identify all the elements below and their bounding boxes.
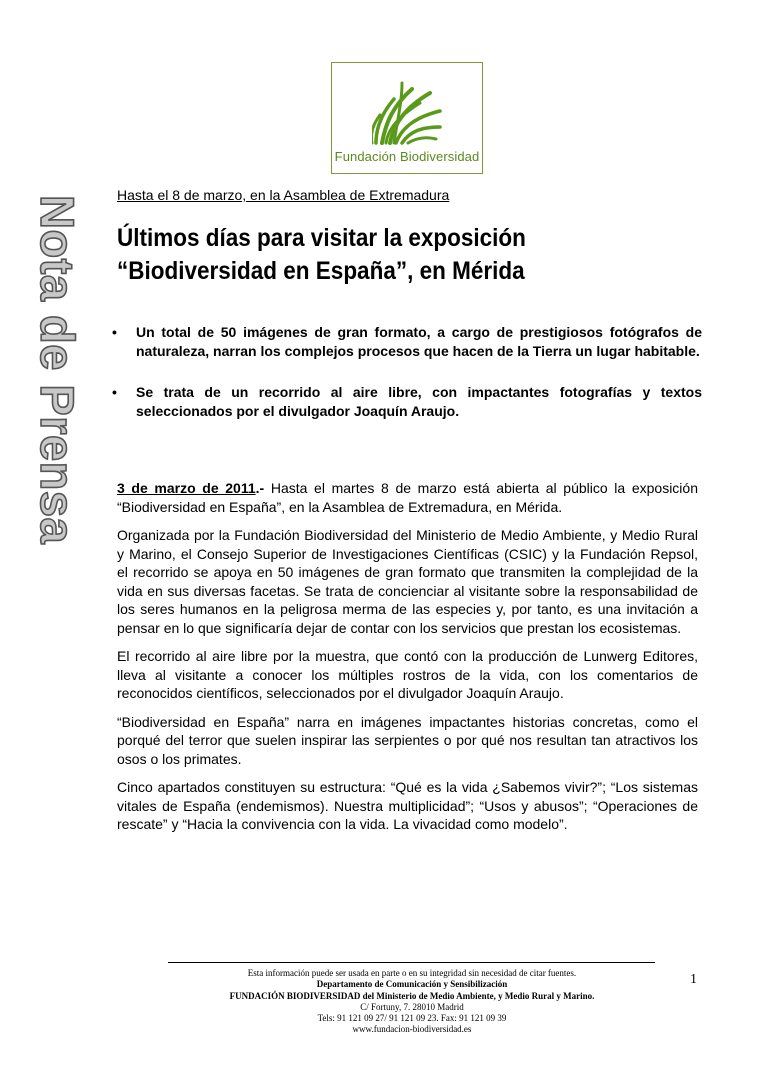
paragraph-3: El recorrido al aire libre por la muestra, que contó con la producción de Lunwerg Editores, lleva al visitante a conocer los múltiples rostros de la vida, con los comentarios de reconocidos científicos, seleccionados por el divulgador Joaquín Araujo.: [117, 648, 698, 701]
footer-note: Esta información puede ser usada en parte o en su integridad sin necesidad de citar fuentes.: [247, 968, 577, 978]
footer-address: C/ Fortuny, 7. 28010 Madrid: [360, 1001, 464, 1012]
dateline: 3 de marzo de 2011: [117, 480, 256, 496]
paragraph-5: Cinco apartados constituyen su estructura: “Qué es la vida ¿Sabemos vivir?”; “Los sistemas vitales de España (endemismos). Nuestra multiplicidad”; “Usos y abusos”; “Operaciones de rescate” y “Hacia la convivencia con la vida. La vivacidad como modelo”.: [117, 779, 698, 832]
list-item: [112, 323, 702, 361]
headline-line-1: Últimos días para visitar la exposición: [117, 224, 526, 252]
bullet-icon: •: [112, 324, 117, 340]
side-label: [30, 195, 84, 545]
bullet-text: Se trata de un recorrido al aire libre, con impactantes fotografías y textos seleccionados por el divulgador Joaquín Araujo.: [136, 384, 702, 419]
logo: [331, 62, 483, 174]
grass-logo-icon: [372, 77, 442, 147]
paragraph-1: [117, 479, 698, 516]
bullet-icon: •: [112, 384, 117, 400]
logo-text: Fundación Biodiversidad: [334, 149, 480, 164]
page-number: 1: [690, 972, 697, 987]
article-body: [117, 479, 698, 844]
footer-website: www.fundacion-biodiversidad.es: [352, 1024, 472, 1035]
highlights-list: [112, 323, 702, 443]
headline-line-2: “Biodiversidad en España”, en Mérida: [117, 257, 525, 285]
subtitle: Hasta el 8 de marzo, en la Asamblea de Extremadura: [117, 187, 450, 203]
footer-phones: Tels: 91 121 09 27/ 91 121 09 23. Fax: 91 121 09 39: [317, 1013, 507, 1024]
footer-organization: FUNDACIÓN BIODIVERSIDAD del Ministerio de Medio Ambiente, y Medio Rural y Marino.: [229, 990, 595, 1001]
list-item: [112, 383, 702, 421]
paragraph-4: “Biodiversidad en España” narra en imágenes impactantes historias concretas, como el porqué del terror que suelen inspirar las serpientes o por qué nos resultan tan atractivos los osos o los primates.: [117, 713, 698, 767]
bullet-text: Un total de 50 imágenes de gran formato, a cargo de prestigiosos fotógrafos de naturaleza, narran los complejos procesos que hacen de la Tierra un lugar habitable.: [136, 324, 702, 359]
paragraph-2: Organizada por la Fundación Biodiversidad del Ministerio de Medio Ambiente, y Medio Rural y Marino, el Consejo Superior de Investigaciones Científicas (CSIC) y la Fundación Repsol, el recorrido se apoya en 50 imágenes de gran formato que transmiten la complejidad de la vida en sus diversas facetas. Se trata de concienciar al visitante sobre la responsabilidad de los seres humanos en la peligrosa merma de las especies y, por tanto, es una invitación a pensar en lo que significaría dejar de contar con los servicios que prestan los ecosistemas.: [117, 527, 698, 636]
dateline-separator: .-: [255, 480, 265, 496]
footer: [130, 968, 694, 1036]
page-title: [117, 222, 657, 288]
paragraph-1-text: Hasta el martes 8 de marzo está abierta al público la exposición “Biodiversidad en España”, en la Asamblea de Extremadura, en Mérida.: [117, 480, 698, 515]
footer-divider: [168, 962, 655, 963]
footer-department: Departamento de Comunicación y Sensibilización: [316, 979, 508, 990]
side-label-text: Nota de Prensa: [31, 195, 84, 545]
